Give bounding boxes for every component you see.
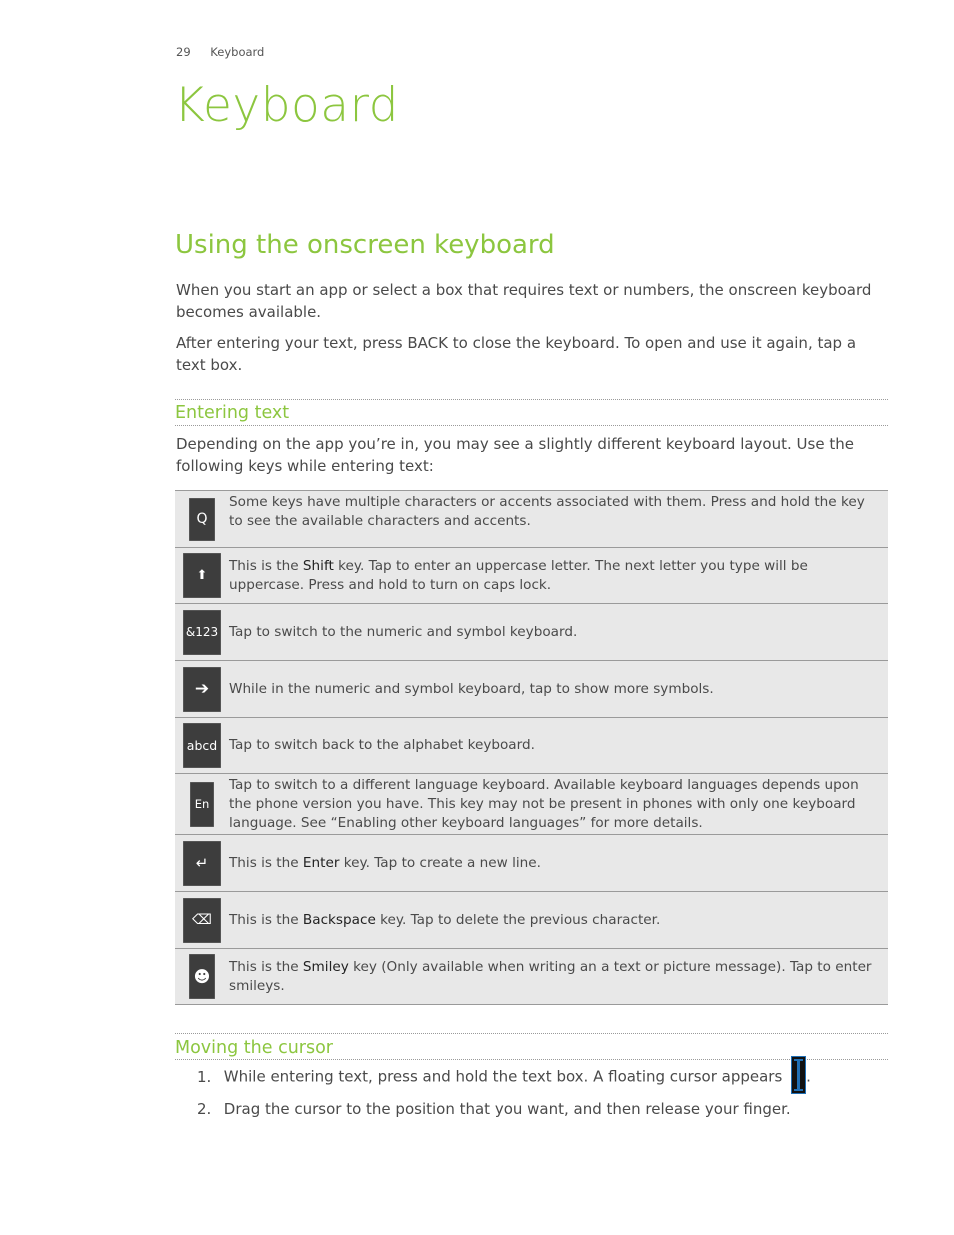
table-row xyxy=(175,718,888,774)
smiley-key-icon: ☻ xyxy=(189,954,215,999)
desc-keyword: Shift xyxy=(302,557,334,574)
key-cell xyxy=(175,723,229,768)
desc-text: key (Only available when writing an a text or picture message). Tap to enter smileys. xyxy=(229,958,872,994)
enter-key-icon: ↵ xyxy=(183,841,221,886)
desc-text: Some keys have multiple characters or accents associated with them. Press and hold the key to see the available characters and accents. xyxy=(229,494,865,529)
desc-text: While in the numeric and symbol keyboard, tap to show more symbols. xyxy=(229,680,714,697)
intro-paragraph-1: When you start an app or select a box that requires text or numbers, the onscreen keyboard becomes available. xyxy=(176,281,872,321)
desc-keyword: Smiley xyxy=(302,958,349,975)
key-description xyxy=(229,557,888,595)
more-symbols-key-icon: ➔ xyxy=(183,667,221,712)
header-section: Keyboard xyxy=(210,45,265,59)
step-text: While entering text, press and hold the text box. A floating cursor appears xyxy=(223,1067,783,1086)
key-description xyxy=(229,623,585,642)
key-description xyxy=(229,958,888,996)
numeric-key-icon: &123 xyxy=(183,610,221,655)
step-suffix: . xyxy=(806,1067,811,1086)
table-row xyxy=(175,774,888,835)
desc-text: key. Tap to enter an uppercase letter. The next letter you type will be uppercase. Press and hold to turn on caps lock. xyxy=(229,557,808,593)
key-cell xyxy=(175,841,229,886)
alphabet-key-icon: abcd xyxy=(183,723,221,768)
key-cell xyxy=(175,553,229,598)
entering-text-heading-box xyxy=(175,399,888,426)
table-row xyxy=(175,835,888,892)
table-row xyxy=(175,949,888,1005)
key-cell xyxy=(175,954,229,999)
key-cell xyxy=(175,667,229,712)
key-description xyxy=(229,680,722,699)
desc-text: Tap to switch to the numeric and symbol keyboard. xyxy=(229,623,578,640)
desc-keyword: Backspace xyxy=(302,911,376,928)
table-row xyxy=(175,491,888,548)
desc-text: This is the xyxy=(229,557,303,574)
q-key-icon: Q xyxy=(189,498,215,541)
intro-paragraph-2: After entering your text, press BACK to close the keyboard. To open and use it again, tap a text box. xyxy=(176,334,857,374)
step-number: 1. xyxy=(197,1067,212,1086)
key-cell xyxy=(175,782,229,827)
desc-text: This is the xyxy=(229,854,303,871)
list-item xyxy=(197,1058,811,1096)
shift-key-icon: ⬆ xyxy=(183,553,221,598)
page-header xyxy=(176,45,264,59)
floating-cursor-icon xyxy=(791,1056,806,1094)
key-description xyxy=(229,736,543,755)
moving-cursor-heading: Moving the cursor xyxy=(175,1038,333,1058)
key-cell xyxy=(175,610,229,655)
moving-cursor-heading-box xyxy=(175,1033,888,1060)
section-title: Using the onscreen keyboard xyxy=(175,230,555,260)
key-description xyxy=(229,776,888,833)
table-row xyxy=(175,548,888,604)
desc-text: key. Tap to create a new line. xyxy=(339,854,541,871)
language-key-icon: En xyxy=(190,782,214,827)
key-description xyxy=(229,493,888,531)
table-row xyxy=(175,661,888,718)
key-cell xyxy=(175,498,229,541)
entering-text-heading: Entering text xyxy=(175,403,290,423)
desc-text: Tap to switch to a different language keyboard. Available keyboard languages depends upon the phone version you have. This key may not be present in phones with only one keyboard language. See “Enabling other keyboard languages” for more details. xyxy=(229,776,859,831)
desc-text: Tap to switch back to the alphabet keyboard. xyxy=(229,737,535,753)
desc-text: This is the xyxy=(229,958,303,975)
backspace-key-icon: ⌫ xyxy=(183,898,221,943)
desc-text: key. Tap to delete the previous character. xyxy=(375,911,661,928)
page-number: 29 xyxy=(176,45,191,59)
table-row xyxy=(175,892,888,949)
keys-table xyxy=(175,490,888,1005)
chapter-title: Keyboard xyxy=(174,78,399,133)
step-number: 2. xyxy=(197,1100,212,1118)
list-item xyxy=(197,1100,791,1118)
entering-text-intro: Depending on the app you’re in, you may see a slightly different keyboard layout. Use the following keys while entering text: xyxy=(176,435,854,475)
key-description xyxy=(229,854,549,873)
step-text: Drag the cursor to the position that you want, and then release your finger. xyxy=(223,1100,791,1118)
table-row xyxy=(175,604,888,661)
desc-keyword: Enter xyxy=(302,854,340,871)
key-cell xyxy=(175,898,229,943)
desc-text: This is the xyxy=(229,911,303,928)
key-description xyxy=(229,911,668,930)
